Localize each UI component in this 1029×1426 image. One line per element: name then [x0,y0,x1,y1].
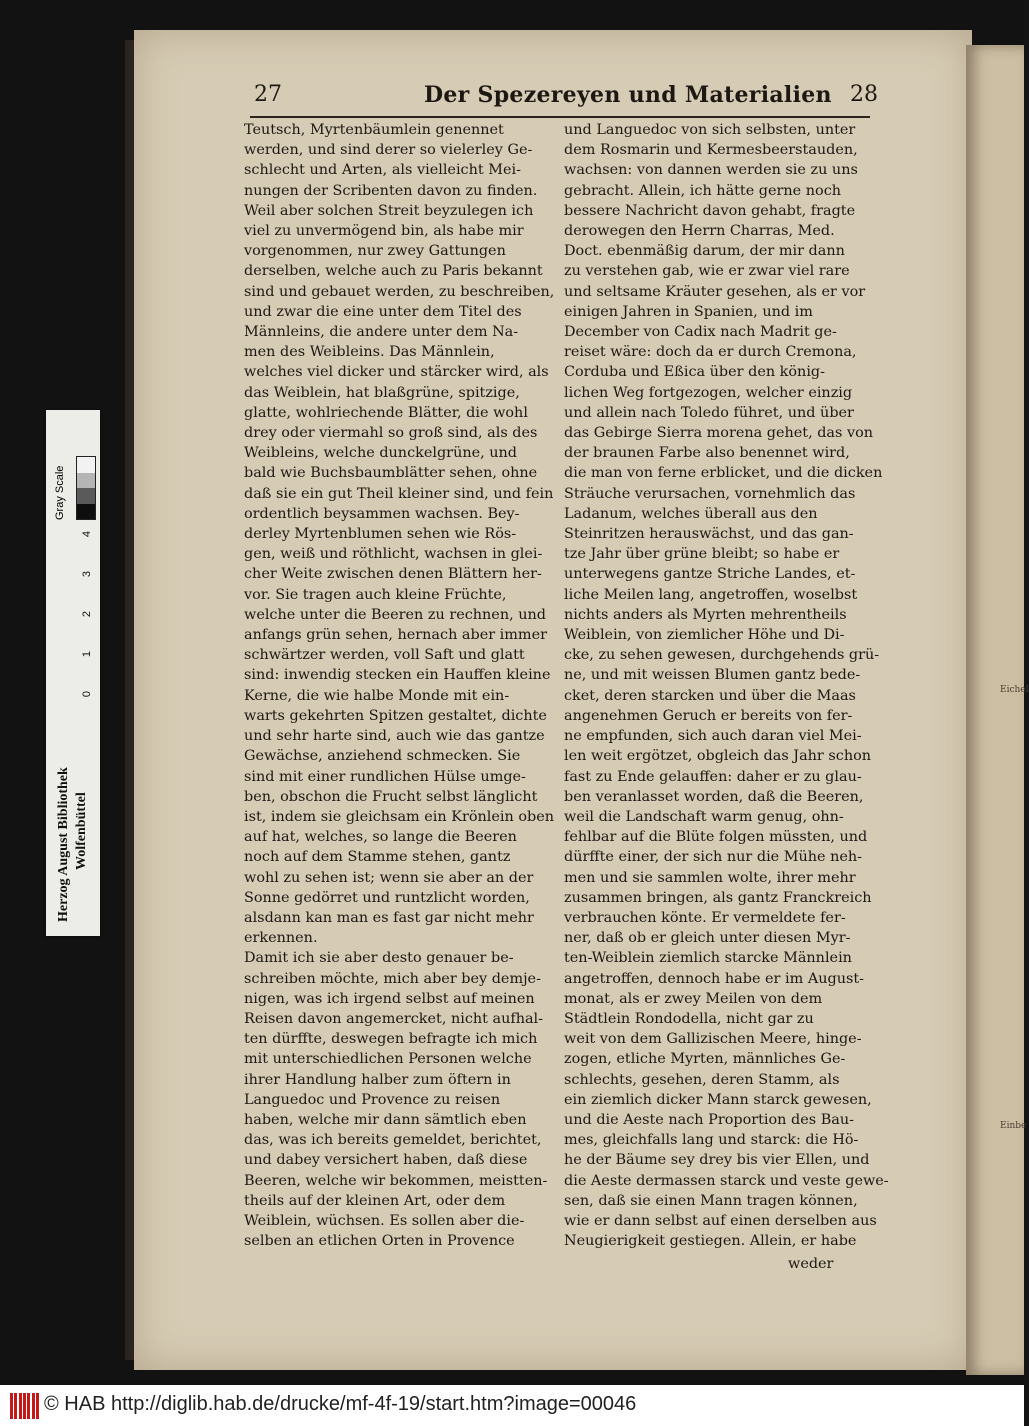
margin-note: Einbe [1000,1121,1027,1131]
logo-bar [19,1393,22,1419]
text-line: das, was ich bereits gemeldet, berichtet, [244,1132,542,1149]
text-line: wohl zu sehen ist; wenn sie aber an der [244,869,534,886]
text-line: schwärtzer werden, voll Saft und glatt [244,647,525,664]
text-line: angetroffen, dennoch habe er im August- [564,970,865,987]
hab-logo-icon [10,1393,40,1419]
text-line: das Weiblein, hat blaßgrüne, spitzige, [244,384,520,401]
text-line: ne, und mit weissen Blumen gantz bede- [564,667,861,684]
text-line: Neugierigkeit gestiegen. Allein, er habe [564,1233,857,1250]
text-column-right [564,120,889,1251]
text-line: sind und gebauet werden, zu beschreiben, [244,283,555,300]
tick-label: 3 [81,570,94,578]
text-line: zogen, etliche Myrten, männliches Ge- [564,1051,846,1068]
text-line: ihrer Handlung halber zum öftern in [244,1071,511,1088]
text-line: Sträuche verursachen, vornehmlich das [564,485,856,502]
text-line: einigen Jahren in Spanien, und im [564,303,813,320]
text-line: he der Bäume sey drey bis vier Ellen, und [564,1152,870,1169]
logo-bar [23,1393,26,1419]
text-line: bald wie Buchsbaumblätter sehen, ohne [244,465,538,482]
text-column-left [244,120,555,1251]
text-line: das Gebirge Sierra morena gehet, das von [564,425,874,442]
gray-scale-label: Gray Scale [54,465,66,520]
text-line: werden, und sind derer so vielerley Ge- [244,142,533,159]
text-line: lichen Weg fortgezogen, welcher einzig [564,384,853,401]
text-line: Teutsch, Myrtenbäumlein genennet [244,122,504,138]
text-line: vor. Sie tragen auch kleine Früchte, [244,586,507,603]
text-line: ein ziemlich dicker Mann starck gewesen, [564,1091,872,1108]
text-line: noch auf dem Stamme stehen, gantz [244,849,511,866]
text-line: erkennen. [244,930,318,947]
text-line: cher Weite zwischen denen Blättern her- [244,566,542,583]
text-line: reiset wäre: doch da er durch Cremona, [564,344,857,361]
text-line: schlechts, gesehen, deren Stamm, als [564,1071,840,1088]
next-page-edge [966,45,1029,1375]
text-line: Kerne, die wie halbe Monde mit ein- [244,687,510,704]
text-line: cket, deren starcken und über die Maas [564,687,856,704]
text-line: dürffte einer, der sich nur die Mühe neh- [564,849,863,866]
text-line: gen, weiß und röthlicht, wachsen in glei- [244,546,543,563]
text-line: Städtlein Rondodella, nicht gar zu [564,1010,814,1027]
copyright-url[interactable]: © HAB http://diglib.hab.de/drucke/mf-4f-19/start.htm?image=00046 [44,1393,637,1415]
logo-bar [32,1393,35,1419]
text-line: monat, als er zwey Meilen von dem [564,990,823,1007]
footer-bar [0,1385,1024,1426]
text-line: verbrauchen könte. Er vermeldete fer- [564,909,846,926]
text-line: Ladanum, welches überall aus den [564,505,818,522]
text-line: fehlbar auf die Blüte folgen müssten, und [564,829,868,846]
text-line: die man von ferne erblicket, und die dicken [564,465,883,482]
text-line: men des Weibleins. Das Männlein, [244,344,495,361]
head-rule [250,116,870,118]
text-line: nungen der Scribenten davon zu finden. [244,182,538,199]
color-ruler [46,410,100,936]
logo-bar [10,1393,13,1419]
text-line: dem Rosmarin und Kermesbeerstauden, [564,142,858,159]
text-line: Reisen davon angemercket, nicht aufhal- [244,1010,544,1027]
book-page [134,30,972,1370]
text-line: Weil aber solchen Streit beyzulegen ich [244,202,534,219]
text-line: December von Cadix nach Madrit ge- [564,324,837,341]
text-line: ordentlich beysammen wachsen. Bey- [244,505,520,522]
text-line: glatte, wohlriechende Blätter, die wohl [244,404,528,421]
text-line: alsdann kan man es fast gar nicht mehr [244,909,534,926]
text-line: die Aeste dermassen starck und veste gewe- [564,1172,889,1189]
text-line: und zwar die eine unter dem Titel des [244,303,522,320]
text-line: Languedoc und Provence zu reisen [244,1091,501,1108]
text-line: len weit ergötzet, obgleich das Jahr schon [564,748,872,765]
text-line: derselben, welche auch zu Paris bekannt [244,263,543,280]
text-line: schreiben möchte, mich aber bey demje- [244,970,541,987]
text-line: tze Jahr über grüne bleibt; so habe er [564,546,840,563]
tick-label: 2 [81,610,94,618]
text-line: men und sie sammlen wolte, ihrer mehr [564,869,856,886]
institution-line: Wolfenbüttel [74,792,89,870]
text-line: und die Aeste nach Proportion des Bau- [564,1111,854,1128]
margin-note: Eichel [1000,685,1029,695]
running-head: Der Spezereyen und Materialien [424,82,832,108]
text-line: wachsen: von dannen werden sie zu uns [564,162,858,179]
text-line: anfangs grün sehen, hernach aber immer [244,627,547,644]
text-line: weil die Landschaft warm genug, ohn- [564,808,844,825]
text-line: mes, gleichfalls lang und starck: die Hö- [564,1132,859,1149]
logo-bar [36,1393,39,1419]
text-line: wie er dann selbst auf einen derselben aus [564,1212,877,1229]
text-line: derowegen den Herrn Charras, Med. [564,223,835,240]
tick-label: 4 [81,530,94,538]
text-line: und allein nach Toledo führet, und über [564,404,854,421]
text-line: weit von dem Gallizischen Meere, hinge- [564,1031,862,1048]
text-line: ten-Weiblein ziemlich starcke Männlein [564,950,852,967]
text-line: drey oder viermahl so groß sind, als des [244,425,538,442]
text-line: nigen, was ich irgend selbst auf meinen [244,990,535,1007]
text-line: theils auf der kleinen Art, oder dem [244,1192,506,1209]
text-line: derley Myrtenblumen sehen wie Rös- [244,526,517,543]
text-line: schlecht und Arten, als vielleicht Mei- [244,162,521,179]
text-line: Weiblein, wüchsen. Es sollen aber die- [244,1212,525,1229]
text-line: Gewächse, anziehend schmecken. Sie [244,748,521,765]
text-line: Doct. ebenmäßig darum, der mir dann [564,243,845,260]
catchword: weder [788,1256,834,1272]
institution-line: Herzog August Bibliothek [56,767,71,922]
text-line: liche Meilen lang, angetroffen, woselbst [564,586,858,603]
text-line: mit unterschiedlichen Personen welche [244,1051,532,1068]
page-number-left: 27 [254,82,282,107]
text-line: und sehr harte sind, auch wie das gantze [244,728,545,745]
text-line: Corduba und Eßica über den könig- [564,364,826,381]
text-line: Weibleins, welche dunckelgrüne, und [244,445,518,462]
text-line: zu verstehen gab, wie er zwar viel rare [564,263,850,280]
text-line: warts gekehrten Spitzen gestaltet, dichte [244,707,547,724]
text-line: haben, welche mir dann sämtlich eben [244,1111,527,1128]
text-line: und seltsame Kräuter gesehen, als er vor [564,283,866,300]
text-line: der braunen Farbe also benennet wird, [564,445,850,462]
tick-label: 0 [81,690,94,698]
text-line: sen, daß sie einen Mann tragen können, [564,1192,858,1209]
text-line: ben veranlasset worden, daß die Beeren, [564,788,864,805]
text-line: auf hat, welches, so lange die Beeren [244,829,517,846]
text-line: Sonne gedörret und runtzlicht worden, [244,889,530,906]
logo-bar [27,1393,30,1419]
logo-bar [14,1393,17,1419]
text-line: zusammen bringen, als gantz Franckreich [564,889,872,906]
text-line: Damit ich sie aber desto genauer be- [244,950,514,967]
text-line: bessere Nachricht davon gehabt, fragte [564,202,856,219]
text-line: Steinritzen herauswächst, und das gan- [564,526,854,543]
text-line: sind: inwendig stecken ein Hauffen kleine [244,667,551,684]
text-line: vorgenommen, nur zwey Gattungen [244,243,506,260]
text-line: Männleins, die andere unter dem Na- [244,324,519,341]
institution-label [50,570,96,930]
text-line: Beeren, welche wir bekommen, meistten- [244,1172,548,1189]
text-line: ne empfunden, sich auch daran viel Mei- [564,728,862,745]
text-line: fast zu Ende gelauffen: daher er zu glau- [564,768,862,785]
text-line: cke, zu sehen gewesen, durchgehends grü- [564,647,880,664]
text-line: nichts anders als Myrten mehrentheils [564,606,847,623]
text-line: welche unter die Beeren zu rechnen, und [244,606,546,623]
text-line: selben an etlichen Orten in Provence [244,1233,515,1250]
text-line: daß sie ein gut Theil kleiner sind, und fein [244,485,554,502]
text-line: und Languedoc von sich selbsten, unter [564,122,856,138]
text-line: viel zu unvermögend bin, als habe mir [244,223,524,240]
text-line: Weiblein, von ziemlicher Höhe und Di- [564,627,845,644]
text-line: welches viel dicker und stärcker wird, als [244,364,549,381]
text-line: sind mit einer rundlichen Hülse umge- [244,768,526,785]
text-line: ner, daß ob er gleich unter diesen Myr- [564,930,851,947]
text-line: ben, obschon die Frucht selbst länglicht [244,788,538,805]
page-number-right: 28 [850,82,878,107]
text-line: gebracht. Allein, ich hätte gerne noch [564,182,842,199]
tick-label: 1 [81,650,94,658]
text-line: ist, indem sie gleichsam ein Krönlein oben [244,808,555,825]
text-line: unterwegens gantze Striche Landes, et- [564,566,856,583]
text-line: angenehmen Geruch er bereits von fer- [564,707,853,724]
text-line: ten dürffte, deswegen befragte ich mich [244,1031,538,1048]
text-line: und dabey versichert haben, daß diese [244,1152,528,1169]
